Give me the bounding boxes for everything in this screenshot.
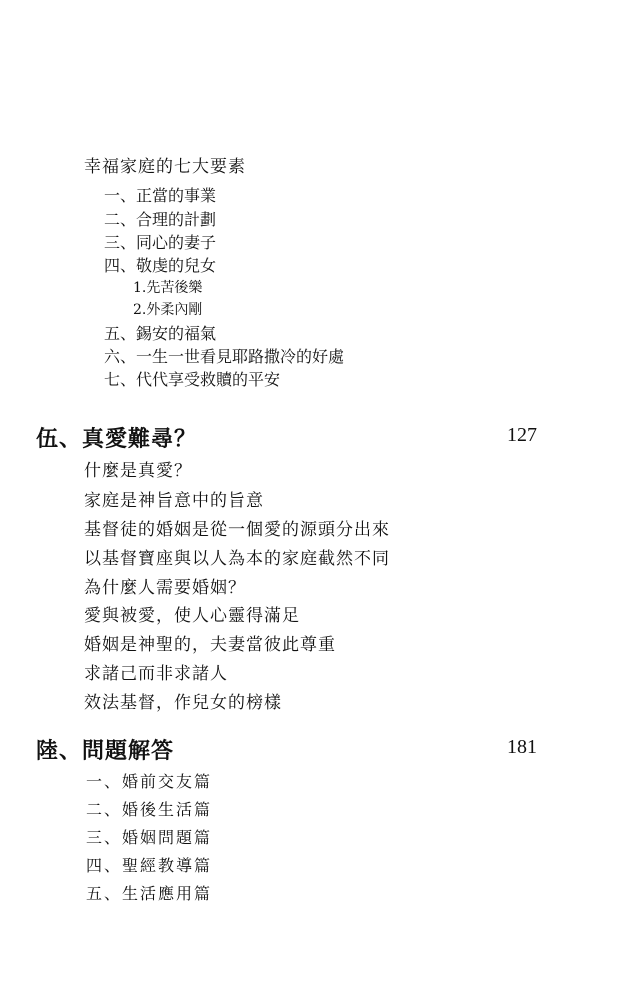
page-number: 127 bbox=[507, 424, 537, 446]
toc-item: 三、婚姻問題篇 bbox=[86, 828, 213, 847]
toc-subitem: 1.先苦後樂 bbox=[133, 280, 203, 296]
toc-item: 愛與被愛，使人心靈得滿足 bbox=[84, 606, 300, 626]
toc-subitem: 2.外柔內剛 bbox=[133, 302, 203, 318]
toc-item: 以基督寶座與以人為本的家庭截然不同 bbox=[84, 549, 390, 569]
toc-item: 三、同心的妻子 bbox=[104, 233, 217, 252]
toc-item: 五、錫安的福氣 bbox=[104, 324, 217, 343]
toc-item: 什麼是真愛？ bbox=[84, 461, 192, 481]
toc-item: 四、聖經教導篇 bbox=[86, 856, 213, 875]
toc-item: 基督徒的婚姻是從一個愛的源頭分出來 bbox=[84, 520, 390, 540]
toc-item: 效法基督，作兒女的榜樣 bbox=[84, 693, 282, 713]
toc-item: 四、敬虔的兒女 bbox=[104, 256, 217, 275]
toc-item: 二、合理的計劃 bbox=[104, 210, 217, 229]
toc-item: 婚姻是神聖的，夫妻當彼此尊重 bbox=[84, 635, 336, 655]
toc-item: 一、婚前交友篇 bbox=[86, 772, 213, 791]
subsection-title: 幸福家庭的七大要素 bbox=[84, 157, 246, 177]
toc-item: 五、生活應用篇 bbox=[86, 884, 213, 903]
toc-item: 六、一生一世看見耶路撒冷的好處 bbox=[104, 347, 345, 366]
toc-item: 為什麼人需要婚姻？ bbox=[84, 578, 246, 598]
toc-item: 二、婚後生活篇 bbox=[86, 800, 213, 819]
toc-item: 求諸己而非求諸人 bbox=[84, 664, 228, 684]
toc-item: 七、代代享受救贖的平安 bbox=[104, 370, 281, 389]
section-title: 伍、真愛難尋？ bbox=[36, 427, 198, 452]
toc-item: 一、正當的事業 bbox=[104, 186, 217, 205]
section-title: 陸、問題解答 bbox=[36, 739, 175, 764]
page-number: 181 bbox=[507, 736, 537, 758]
toc-item: 家庭是神旨意中的旨意 bbox=[84, 491, 264, 511]
